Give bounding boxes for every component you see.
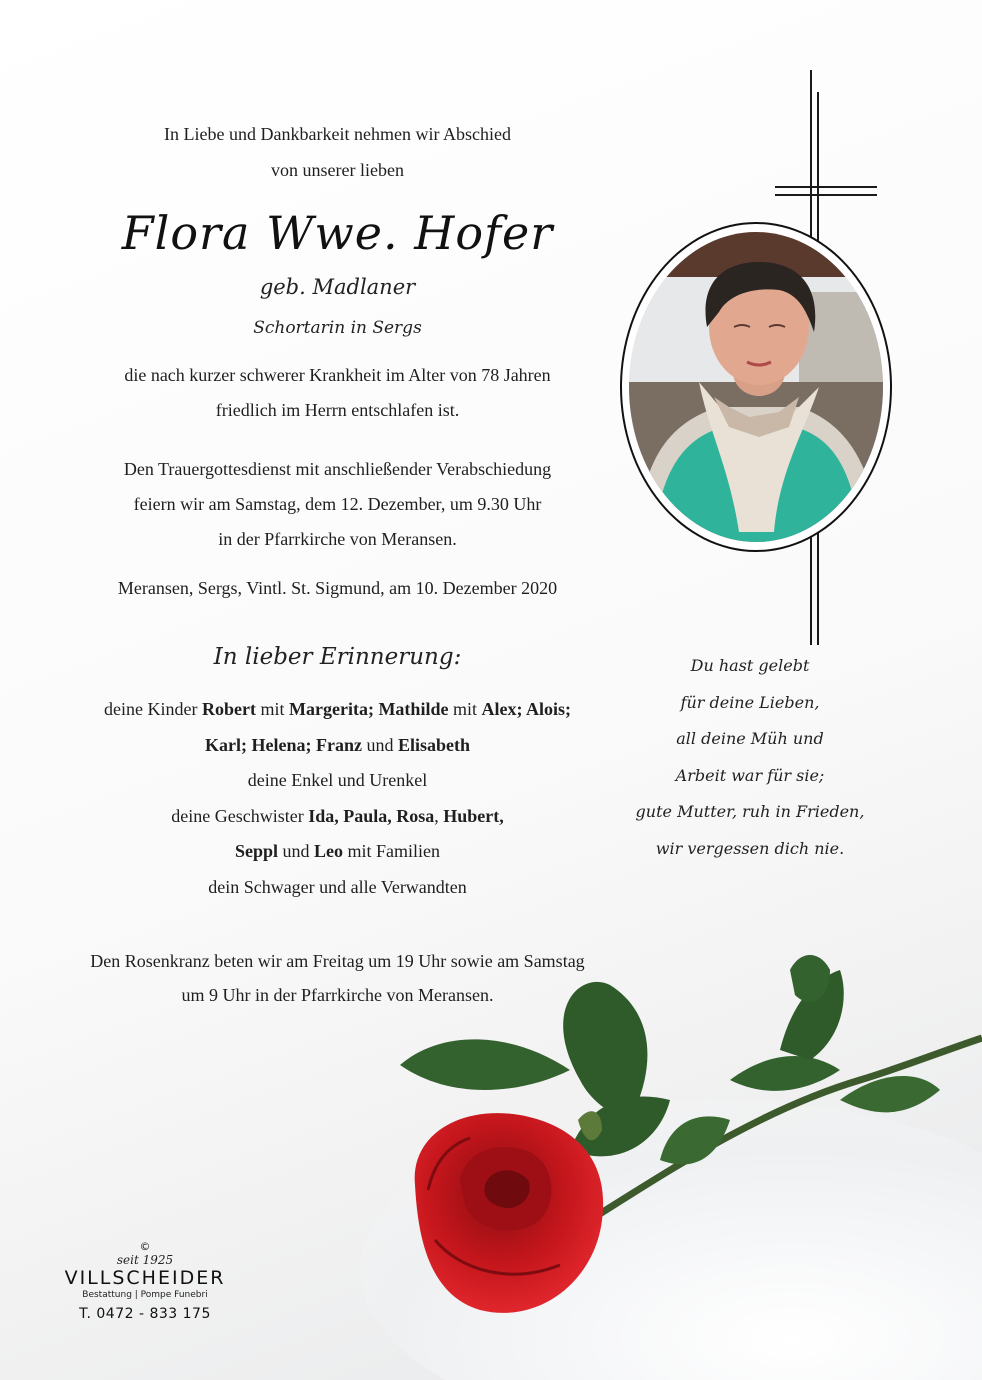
- birth-name: geb. Madlaner: [259, 275, 416, 299]
- memory-heading: In lieber Erinnerung:: [213, 644, 462, 670]
- cross-horizontal-line: [775, 186, 877, 188]
- text-fragment: mit: [448, 699, 482, 719]
- family-line-grandchildren: deine Enkel und Urenkel: [247, 770, 428, 790]
- text-fragment: mit: [255, 699, 289, 719]
- death-notice: [60, 358, 615, 428]
- poem-line: Du hast gelebt: [690, 656, 810, 675]
- name-robert: Robert: [202, 699, 256, 719]
- name-margerita-mathilde: Margerita; Mathilde: [289, 699, 449, 719]
- portrait-image: [629, 232, 883, 542]
- memorial-poem: [620, 648, 880, 867]
- family-line-children-2: [40, 728, 635, 764]
- text-fragment: und: [278, 841, 315, 861]
- family-line-siblings-1: [40, 799, 635, 835]
- portrait-photo: [629, 232, 883, 542]
- funeral-service: [60, 452, 615, 557]
- logo-since: seit 1925: [116, 1253, 174, 1267]
- name-ida-paula-rosa: Ida, Paula, Rosa: [308, 805, 435, 826]
- text-fragment: und: [361, 734, 398, 755]
- cross-horizontal-line: [775, 194, 877, 196]
- service-line-2: feiern wir am Samstag, dem 12. Dezember, um 9.30 Uhr: [133, 494, 542, 514]
- text-fragment: mit Familien: [343, 841, 441, 861]
- logo-subtitle: Bestattung | Pompe Funebri: [82, 1290, 208, 1300]
- name-alex-alois: Alex; Alois;: [481, 699, 571, 719]
- name-elisabeth: Elisabeth: [397, 734, 470, 755]
- text-fragment: deine Geschwister: [171, 805, 309, 826]
- residence-place: Schortarin in Sergs: [253, 318, 422, 338]
- rosary-line-2: um 9 Uhr in der Pfarrkirche von Meransen.: [181, 985, 494, 1005]
- death-line-1: die nach kurzer schwerer Krankheit im Alter von 78 Jahren: [124, 365, 551, 385]
- poem-line: gute Mutter, ruh in Frieden,: [635, 802, 865, 821]
- copyright-symbol: ©: [139, 1240, 151, 1253]
- name-karl-helena-franz: Karl; Helena; Franz: [205, 734, 362, 755]
- intro-text: [60, 116, 615, 188]
- deceased-name: Flora Wwe. Hofer: [121, 206, 554, 260]
- place-dateline: Meransen, Sergs, Vintl. St. Sigmund, am 10. Dezember 2020: [117, 578, 558, 598]
- poem-line: Arbeit war für sie;: [675, 765, 825, 785]
- family-line-children-1: [40, 692, 635, 728]
- service-line-1: Den Trauergottesdienst mit anschließender Verabschiedung: [123, 459, 552, 479]
- family-line-relatives: dein Schwager und alle Verwandten: [208, 876, 467, 897]
- name-leo: Leo: [314, 841, 344, 861]
- logo-name: VILLSCHEIDER: [64, 1267, 226, 1289]
- intro-line-1: In Liebe und Dankbarkeit nehmen wir Abschied: [164, 124, 511, 144]
- name-hubert: Hubert,: [443, 805, 504, 826]
- rosary-line-1: Den Rosenkranz beten wir am Freitag um 19 Uhr sowie am Samstag: [90, 951, 585, 971]
- poem-line: wir vergessen dich nie.: [655, 838, 845, 858]
- service-line-3: in der Pfarrkirche von Meransen.: [218, 529, 457, 549]
- poem-line: all deine Müh und: [676, 729, 824, 748]
- family-line-siblings-2: [40, 834, 635, 870]
- name-seppl: Seppl: [234, 841, 279, 861]
- funeral-home-logo: [60, 1240, 230, 1325]
- rose-in-snow-image: [340, 940, 982, 1380]
- text-fragment: deine Kinder: [104, 699, 202, 719]
- family-list: [40, 692, 635, 905]
- death-line-2: friedlich im Herrn entschlafen ist.: [215, 400, 460, 420]
- intro-line-2: von unserer lieben: [271, 160, 404, 180]
- text-fragment: ,: [434, 805, 444, 826]
- logo-phone: T. 0472 - 833 175: [79, 1306, 211, 1322]
- poem-line: für deine Lieben,: [680, 692, 820, 712]
